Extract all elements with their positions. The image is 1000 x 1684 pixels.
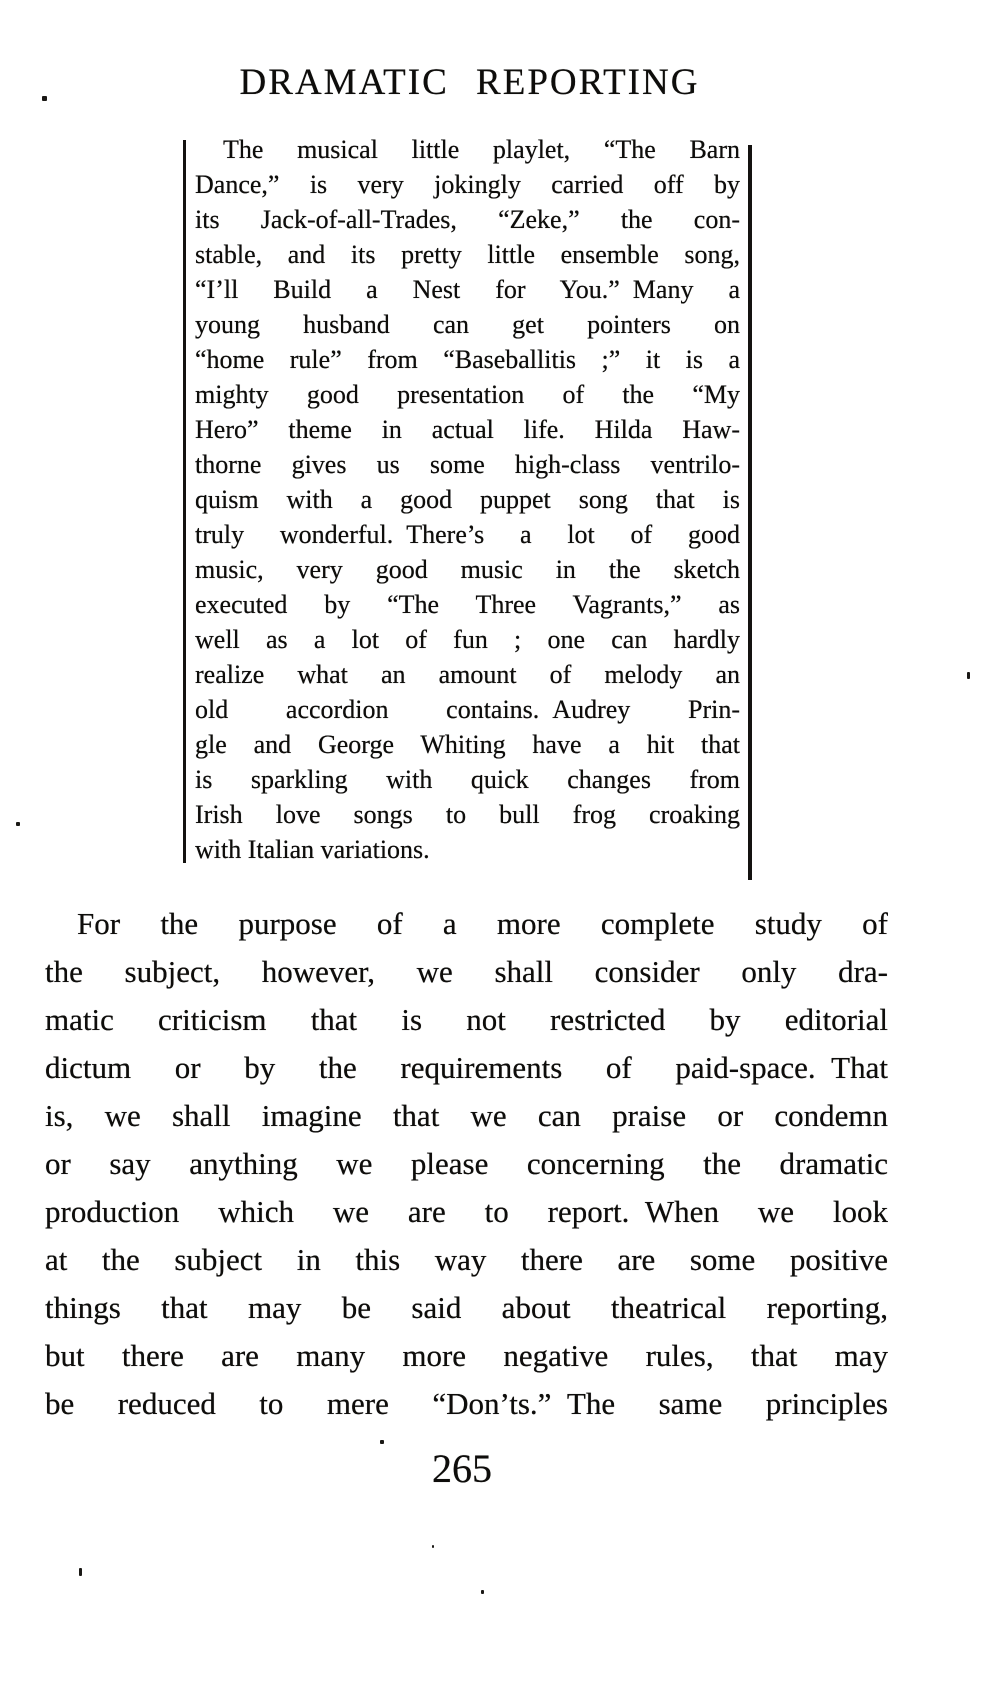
scan-speck (16, 822, 20, 826)
main-paragraph (45, 900, 888, 1428)
quote-left-rule (183, 140, 186, 863)
quote-right-rule (748, 145, 752, 880)
paragraph-line: production which we are to report. When we look (45, 1194, 888, 1229)
quote-line: Hero” theme in actual life. Hilda Haw- (195, 415, 740, 444)
scan-speck (42, 96, 47, 101)
quote-line: truly wonderful. There’s a lot of good (195, 520, 740, 549)
paragraph-line: dictum or by the requirements of paid-space. That (45, 1050, 888, 1085)
quote-line: well as a lot of fun ; one can hardly (195, 625, 740, 654)
scan-speck (967, 672, 970, 679)
paragraph-line: matic criticism that is not restricted by editorial (45, 1002, 888, 1037)
paragraph-line: at the subject in this way there are some positive (45, 1242, 888, 1277)
quote-line: “home rule” from “Baseballitis ;” it is a (195, 345, 740, 374)
quote-line: stable, and its pretty little ensemble song, (195, 240, 740, 269)
quote-line: Irish love songs to bull frog croaking (195, 800, 740, 829)
paragraph-line: but there are many more negative rules, that may (45, 1338, 888, 1373)
paragraph-line: be reduced to mere “Don’ts.” The same principles (45, 1386, 888, 1421)
quote-line: with Italian variations. (195, 835, 430, 864)
quote-line: realize what an amount of melody an (195, 660, 740, 689)
paragraph-line: is, we shall imagine that we can praise or condemn (45, 1098, 888, 1133)
scan-speck (79, 1568, 82, 1576)
quote-line: mighty good presentation of the “My (195, 380, 740, 409)
quote-line: is sparkling with quick changes from (195, 765, 740, 794)
quote-line: thorne gives us some high-class ventrilo- (195, 450, 740, 479)
quote-line: music, very good music in the sketch (195, 555, 740, 584)
quote-line: The musical little playlet, “The Barn (223, 135, 740, 164)
quote-line: young husband can get pointers on (195, 310, 740, 339)
page-number: 265 (432, 1446, 492, 1491)
paragraph-line: or say anything we please concerning the dramatic (45, 1146, 888, 1181)
quote-line: its Jack-of-all-Trades, “Zeke,” the con- (195, 205, 740, 234)
scan-speck (481, 1590, 484, 1594)
quote-line: old accordion contains. Audrey Prin- (195, 695, 740, 724)
paragraph-line: things that may be said about theatrical reporting, (45, 1290, 888, 1325)
quote-line: Dance,” is very jokingly carried off by (195, 170, 740, 199)
quote-line: gle and George Whiting have a hit that (195, 730, 740, 759)
page-title: DRAMATIC REPORTING (239, 62, 700, 103)
scan-speck (432, 1545, 434, 1548)
quote-line: quism with a good puppet song that is (195, 485, 740, 514)
paragraph-line: the subject, however, we shall consider only dra- (45, 954, 888, 989)
block-quote (195, 132, 740, 867)
paragraph-line: For the purpose of a more complete study of (77, 906, 888, 941)
quote-line: “I’ll Build a Nest for You.” Many a (195, 275, 740, 304)
scan-speck (380, 1440, 384, 1444)
quote-line: executed by “The Three Vagrants,” as (195, 590, 740, 619)
